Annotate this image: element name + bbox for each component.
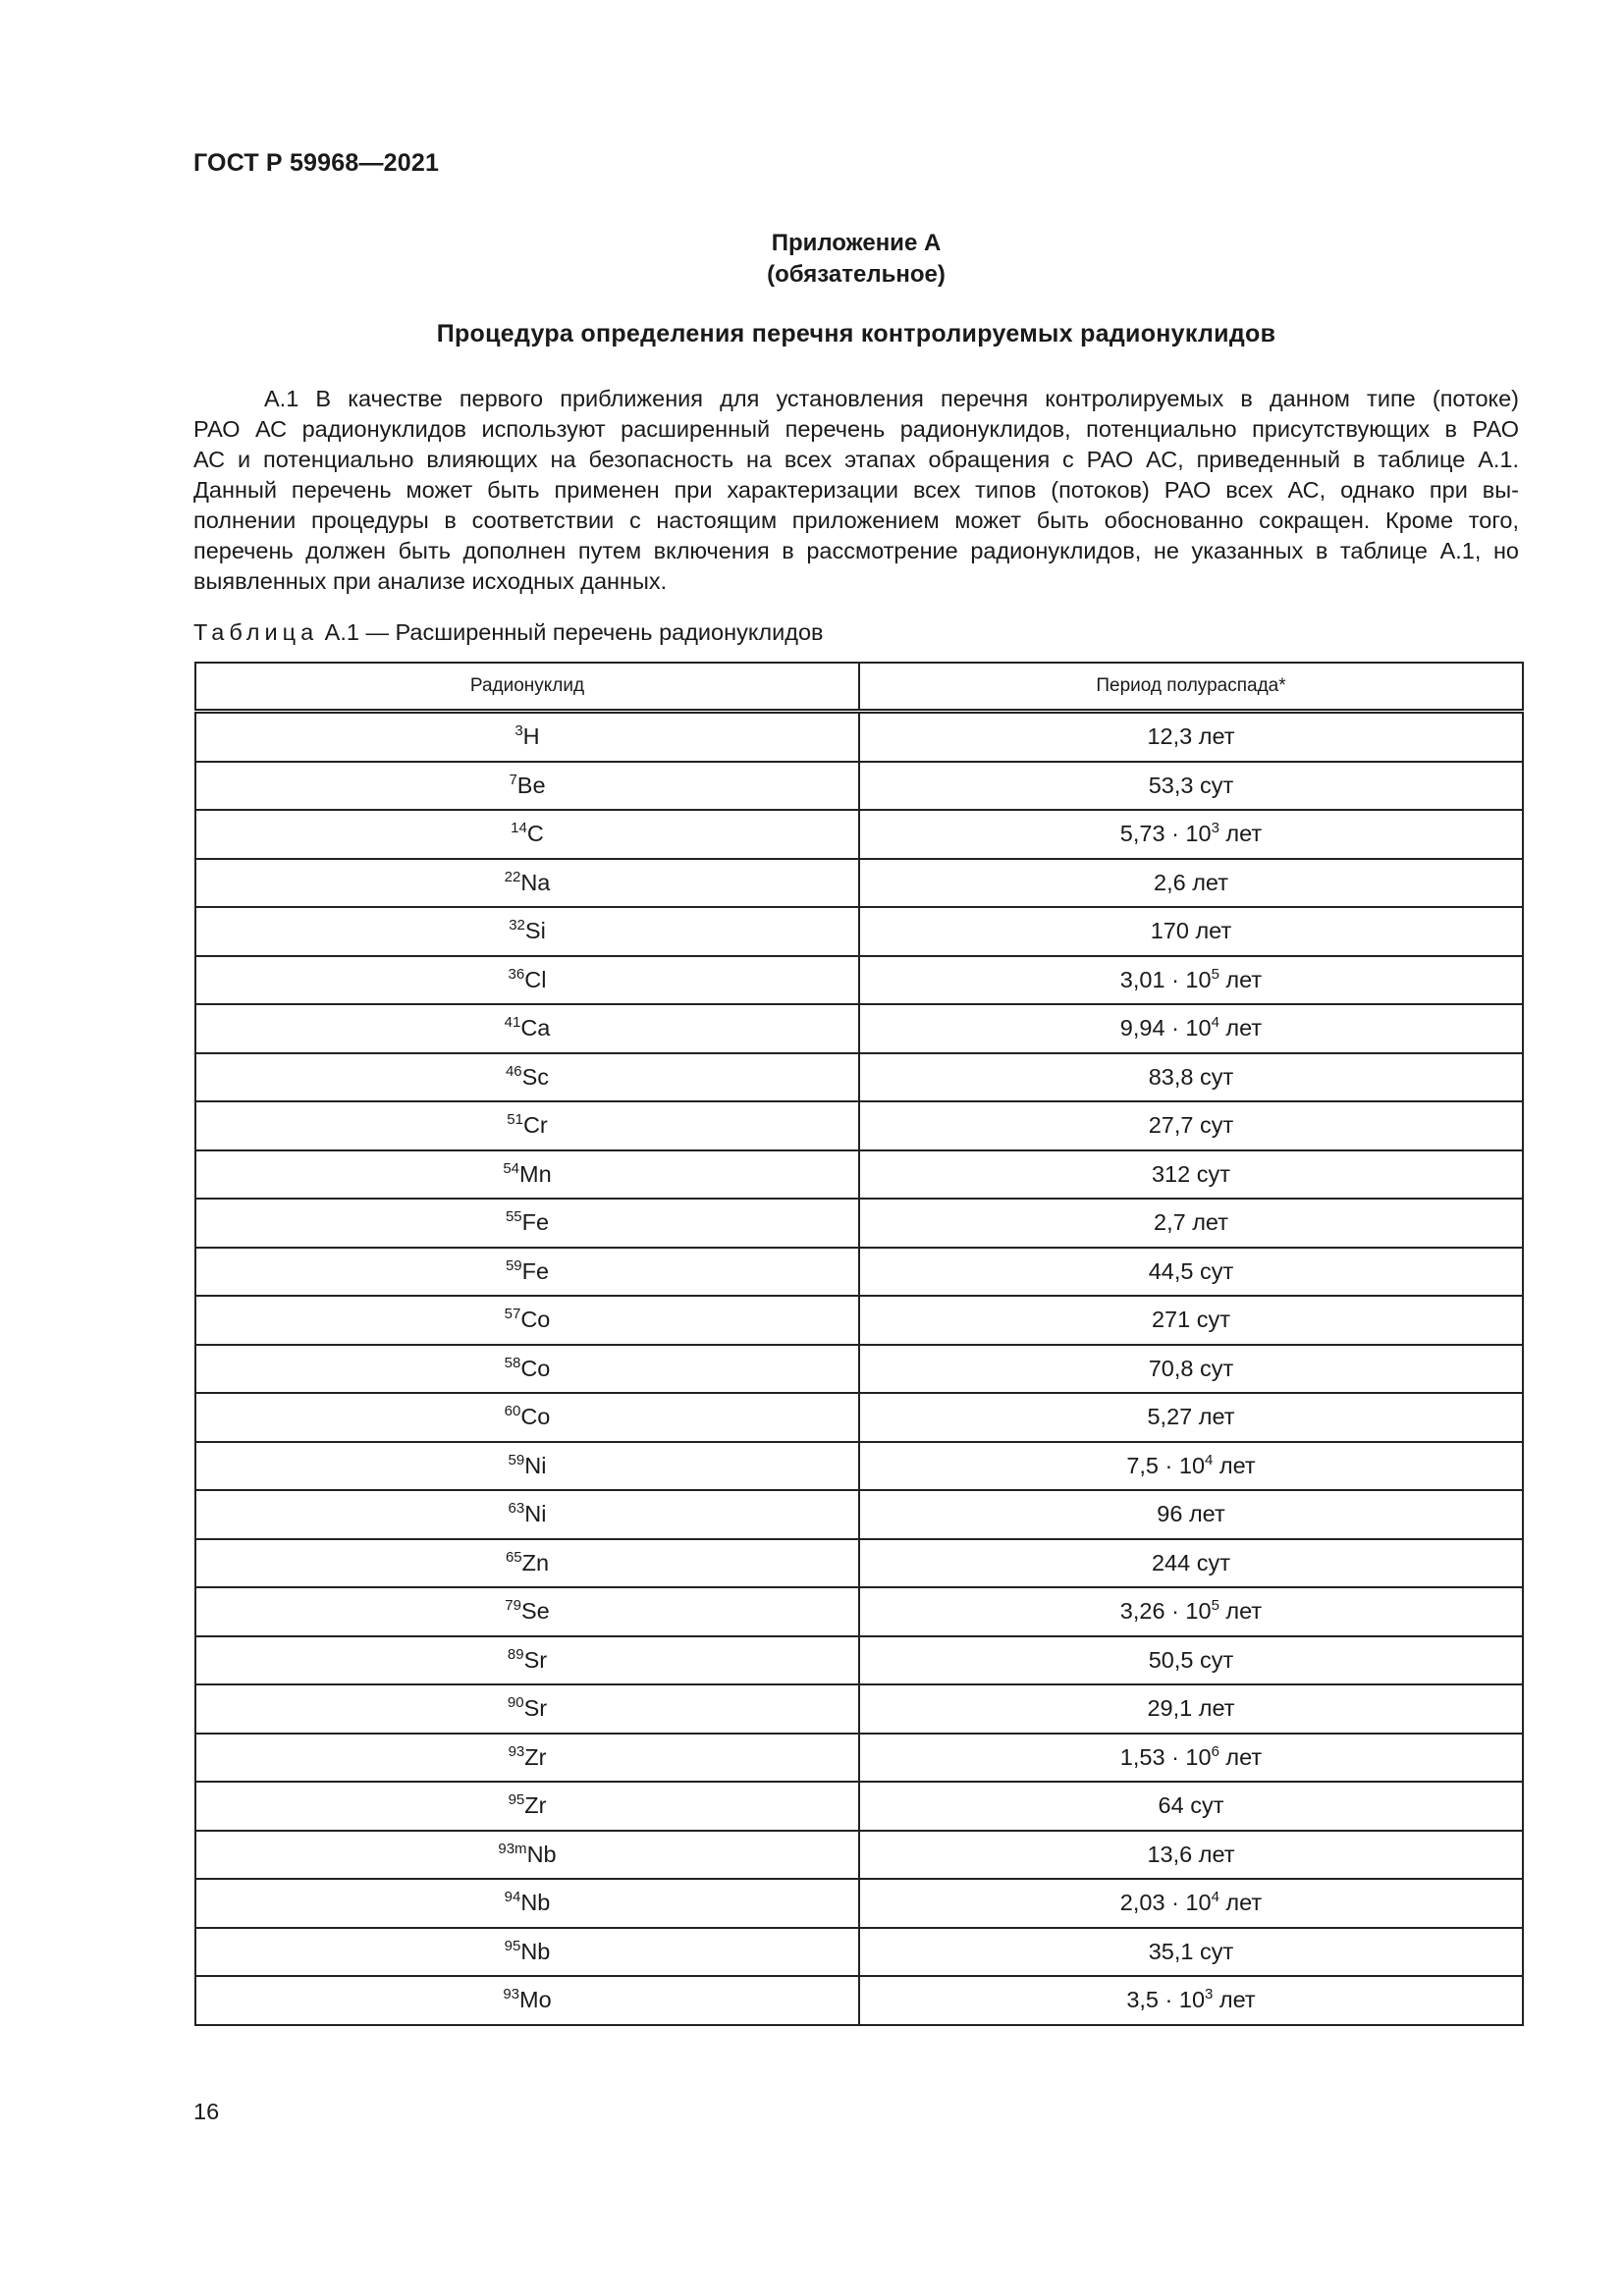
element-symbol: C xyxy=(526,821,544,847)
half-life-cell xyxy=(859,1248,1523,1297)
table-row xyxy=(195,1976,1523,2025)
half-life-value: 64 сут xyxy=(1158,1792,1224,1819)
radionuclide-cell xyxy=(195,1393,859,1442)
element-symbol: Co xyxy=(520,1355,551,1381)
paragraph-line: А.1 В качестве первого приближения для установления перечня контролируемых в данном типе (потоке) xyxy=(264,386,1519,411)
mass-number: 51 xyxy=(507,1111,523,1129)
half-life-value: 1,53 · 10 xyxy=(1119,1743,1212,1770)
table-row xyxy=(195,1734,1523,1783)
mass-number: 60 xyxy=(504,1403,521,1420)
half-life-cell xyxy=(859,810,1523,859)
mass-number: 63 xyxy=(508,1500,525,1518)
element-symbol: Zr xyxy=(524,1792,547,1819)
half-life-cell xyxy=(859,1587,1523,1636)
half-life-cell xyxy=(859,1490,1523,1539)
half-life-value: 83,8 сут xyxy=(1148,1063,1234,1090)
table-row xyxy=(195,1248,1523,1297)
half-life-cell xyxy=(859,907,1523,956)
table-row xyxy=(195,1199,1523,1248)
half-life-unit: лет xyxy=(1218,966,1263,992)
radionuclide-cell xyxy=(195,1345,859,1394)
column-header-half-life: Период полураспада* xyxy=(859,663,1523,712)
radionuclide-cell xyxy=(195,1684,859,1734)
mass-number: 36 xyxy=(508,965,525,983)
half-life-value: 2,6 лет xyxy=(1154,869,1228,895)
radionuclide-cell xyxy=(195,1248,859,1297)
half-life-exponent: 4 xyxy=(1211,1014,1219,1032)
half-life-value: 3,26 · 10 xyxy=(1119,1598,1212,1625)
half-life-exponent: 5 xyxy=(1211,965,1219,983)
table-row xyxy=(195,1490,1523,1539)
element-symbol: Ni xyxy=(524,1452,547,1478)
table-header-row xyxy=(195,663,1523,712)
mass-number: 79 xyxy=(505,1597,521,1615)
table-row xyxy=(195,1345,1523,1394)
mass-number: 14 xyxy=(511,820,527,837)
radionuclide-cell xyxy=(195,1199,859,1248)
half-life-cell xyxy=(859,1393,1523,1442)
mass-number: 94 xyxy=(504,1889,521,1906)
half-life-value: 29,1 лет xyxy=(1147,1695,1235,1722)
half-life-value: 12,3 лет xyxy=(1147,723,1235,750)
half-life-value: 5,27 лет xyxy=(1147,1404,1235,1430)
half-life-cell xyxy=(859,1442,1523,1491)
mass-number: 41 xyxy=(504,1014,521,1032)
element-symbol: Nb xyxy=(520,1890,551,1916)
paragraph-line: полнении процедуры в соответствии с настоящим приложением может быть обоснованно сокращен. Кроме того, xyxy=(193,507,1519,533)
radionuclide-cell xyxy=(195,762,859,811)
table-body xyxy=(195,712,1523,2025)
half-life-value: 9,94 · 10 xyxy=(1119,1015,1212,1041)
radionuclide-cell xyxy=(195,1734,859,1783)
half-life-cell xyxy=(859,1782,1523,1831)
mass-number: 95 xyxy=(504,1937,521,1954)
radionuclide-table xyxy=(194,662,1524,2026)
element-symbol: Ca xyxy=(520,1015,551,1041)
mass-number: 90 xyxy=(507,1694,524,1712)
page-number: 16 xyxy=(193,2099,220,2124)
table-row xyxy=(195,762,1523,811)
table-row xyxy=(195,1393,1523,1442)
table-row xyxy=(195,1296,1523,1345)
table-row xyxy=(195,1782,1523,1831)
table-row xyxy=(195,1636,1523,1685)
half-life-value: 44,5 сут xyxy=(1148,1257,1234,1284)
half-life-exponent: 3 xyxy=(1211,820,1219,837)
table-caption-prefix: Таблица xyxy=(193,619,319,645)
radionuclide-cell xyxy=(195,1296,859,1345)
table-row xyxy=(195,1150,1523,1200)
paragraph-line: выявленных при анализе исходных данных. xyxy=(193,568,668,594)
element-symbol: Cr xyxy=(522,1112,548,1139)
element-symbol: Fe xyxy=(521,1209,550,1236)
half-life-cell xyxy=(859,712,1523,762)
element-symbol: Co xyxy=(520,1307,551,1333)
element-symbol: Be xyxy=(516,772,546,798)
half-life-cell xyxy=(859,1004,1523,1053)
paragraph-line: Данный перечень может быть применен при характеризации всех типов (потоков) РАО всех АС, однако при вы- xyxy=(193,477,1519,503)
appendix-status: (обязательное) xyxy=(767,261,946,288)
paragraph-line: перечень должен быть дополнен путем включения в рассмотрение радионуклидов, не указанных в таблице А.1, но xyxy=(193,538,1519,563)
mass-number: 65 xyxy=(505,1548,522,1566)
mass-number: 59 xyxy=(505,1256,522,1274)
mass-number: 54 xyxy=(503,1159,520,1177)
radionuclide-cell xyxy=(195,712,859,762)
mass-number: 3 xyxy=(514,722,523,740)
radionuclide-cell xyxy=(195,1004,859,1053)
section-title: Процедура определения перечня контролируемых радионуклидов xyxy=(436,320,1276,347)
element-symbol: Mo xyxy=(519,1987,552,2013)
radionuclide-cell xyxy=(195,1928,859,1977)
half-life-exponent: 6 xyxy=(1211,1742,1219,1760)
mass-number: 95 xyxy=(508,1791,525,1809)
table-row xyxy=(195,712,1523,762)
mass-number: 57 xyxy=(504,1306,521,1323)
element-symbol: Mn xyxy=(519,1160,552,1187)
mass-number: 46 xyxy=(505,1062,522,1080)
radionuclide-cell xyxy=(195,1782,859,1831)
half-life-value: 13,6 лет xyxy=(1147,1841,1235,1867)
half-life-value: 3,5 · 10 xyxy=(1126,1987,1206,2013)
half-life-value: 27,7 сут xyxy=(1148,1112,1234,1139)
mass-number: 93m xyxy=(498,1840,527,1857)
mass-number: 93 xyxy=(508,1742,525,1760)
half-life-cell xyxy=(859,1831,1523,1880)
half-life-value: 2,03 · 10 xyxy=(1119,1890,1212,1916)
table-caption-text: А.1 — Расширенный перечень радионуклидов xyxy=(318,619,824,645)
mass-number: 55 xyxy=(505,1208,522,1226)
table-row xyxy=(195,1928,1523,1977)
half-life-value: 170 лет xyxy=(1150,918,1232,944)
element-symbol: Zn xyxy=(521,1549,550,1575)
mass-number: 93 xyxy=(503,1986,520,2003)
half-life-cell xyxy=(859,1345,1523,1394)
table-row xyxy=(195,907,1523,956)
element-symbol: Si xyxy=(524,918,546,944)
half-life-unit: лет xyxy=(1213,1452,1256,1478)
column-header-radionuclide: Радионуклид xyxy=(195,663,859,712)
half-life-value: 2,7 лет xyxy=(1154,1209,1228,1236)
half-life-value: 271 сут xyxy=(1151,1307,1230,1333)
half-life-cell xyxy=(859,1101,1523,1150)
half-life-unit: лет xyxy=(1218,1598,1263,1625)
half-life-value: 35,1 сут xyxy=(1148,1938,1234,1964)
table-row xyxy=(195,1442,1523,1491)
table-row xyxy=(195,810,1523,859)
radionuclide-cell xyxy=(195,1150,859,1200)
mass-number: 89 xyxy=(507,1645,524,1663)
radionuclide-cell xyxy=(195,1976,859,2025)
paragraph-line: АС и потенциально влияющих на безопасность на всех этапах обращения с РАО АС, приведенный в таблице А.1. xyxy=(193,447,1519,472)
table-row xyxy=(195,1684,1523,1734)
half-life-value: 3,01 · 10 xyxy=(1119,966,1212,992)
half-life-exponent: 4 xyxy=(1211,1889,1219,1906)
half-life-value: 244 сут xyxy=(1151,1549,1230,1575)
element-symbol: Nb xyxy=(526,1841,557,1867)
half-life-cell xyxy=(859,956,1523,1005)
document-code: ГОСТ Р 59968—2021 xyxy=(193,149,440,177)
half-life-exponent: 3 xyxy=(1205,1986,1214,2003)
half-life-value: 53,3 сут xyxy=(1148,772,1234,798)
radionuclide-cell xyxy=(195,907,859,956)
mass-number: 32 xyxy=(509,917,525,934)
half-life-cell xyxy=(859,1879,1523,1928)
half-life-unit: лет xyxy=(1218,1015,1263,1041)
half-life-cell xyxy=(859,1053,1523,1102)
radionuclide-cell xyxy=(195,1101,859,1150)
appendix-heading xyxy=(193,228,1519,291)
radionuclide-cell xyxy=(195,1879,859,1928)
element-symbol: Sc xyxy=(521,1063,550,1090)
table-row xyxy=(195,956,1523,1005)
table-row xyxy=(195,1831,1523,1880)
half-life-value: 7,5 · 10 xyxy=(1126,1452,1206,1478)
radionuclide-cell xyxy=(195,956,859,1005)
half-life-cell xyxy=(859,1976,1523,2025)
element-symbol: Fe xyxy=(521,1257,550,1284)
element-symbol: Zr xyxy=(524,1743,547,1770)
element-symbol: Na xyxy=(520,869,551,895)
element-symbol: Cl xyxy=(524,966,547,992)
element-symbol: Sr xyxy=(523,1646,548,1673)
paragraph-a1 xyxy=(193,384,1519,597)
half-life-exponent: 4 xyxy=(1205,1451,1214,1468)
radionuclide-cell xyxy=(195,1490,859,1539)
half-life-cell xyxy=(859,1199,1523,1248)
table-row xyxy=(195,1004,1523,1053)
half-life-value: 50,5 сут xyxy=(1148,1646,1234,1673)
paragraph-line: РАО АС радионуклидов используют расширенный перечень радионуклидов, потенциально присутствующих в РАО xyxy=(193,416,1519,442)
half-life-value: 312 сут xyxy=(1151,1160,1230,1187)
radionuclide-cell xyxy=(195,1539,859,1588)
table-caption xyxy=(193,619,824,646)
element-symbol: Sr xyxy=(523,1695,548,1722)
half-life-unit: лет xyxy=(1218,1743,1263,1770)
mass-number: 59 xyxy=(508,1451,525,1468)
radionuclide-cell xyxy=(195,1442,859,1491)
half-life-cell xyxy=(859,1539,1523,1588)
half-life-cell xyxy=(859,1150,1523,1200)
table-row xyxy=(195,1539,1523,1588)
half-life-cell xyxy=(859,1296,1523,1345)
appendix-title: Приложение А xyxy=(771,230,942,256)
half-life-value: 96 лет xyxy=(1157,1501,1225,1527)
radionuclide-cell xyxy=(195,810,859,859)
radionuclide-cell xyxy=(195,1587,859,1636)
radionuclide-cell xyxy=(195,1831,859,1880)
table-row xyxy=(195,1101,1523,1150)
mass-number: 22 xyxy=(504,868,521,885)
half-life-unit: лет xyxy=(1218,1890,1263,1916)
half-life-cell xyxy=(859,859,1523,908)
table-row xyxy=(195,1879,1523,1928)
element-symbol: Co xyxy=(520,1404,551,1430)
half-life-value: 5,73 · 10 xyxy=(1119,821,1212,847)
half-life-cell xyxy=(859,762,1523,811)
radionuclide-cell xyxy=(195,859,859,908)
half-life-cell xyxy=(859,1636,1523,1685)
mass-number: 7 xyxy=(509,771,517,788)
half-life-value: 70,8 сут xyxy=(1148,1355,1234,1381)
half-life-cell xyxy=(859,1928,1523,1977)
element-symbol: Nb xyxy=(520,1938,551,1964)
half-life-cell xyxy=(859,1684,1523,1734)
table-row xyxy=(195,1587,1523,1636)
half-life-unit: лет xyxy=(1218,821,1263,847)
half-life-unit: лет xyxy=(1213,1987,1256,2013)
table-row xyxy=(195,859,1523,908)
element-symbol: Se xyxy=(520,1598,550,1625)
mass-number: 58 xyxy=(504,1354,521,1371)
radionuclide-cell xyxy=(195,1636,859,1685)
table-row xyxy=(195,1053,1523,1102)
element-symbol: H xyxy=(522,723,540,750)
element-symbol: Ni xyxy=(524,1501,547,1527)
half-life-exponent: 5 xyxy=(1211,1597,1219,1615)
half-life-cell xyxy=(859,1734,1523,1783)
radionuclide-cell xyxy=(195,1053,859,1102)
